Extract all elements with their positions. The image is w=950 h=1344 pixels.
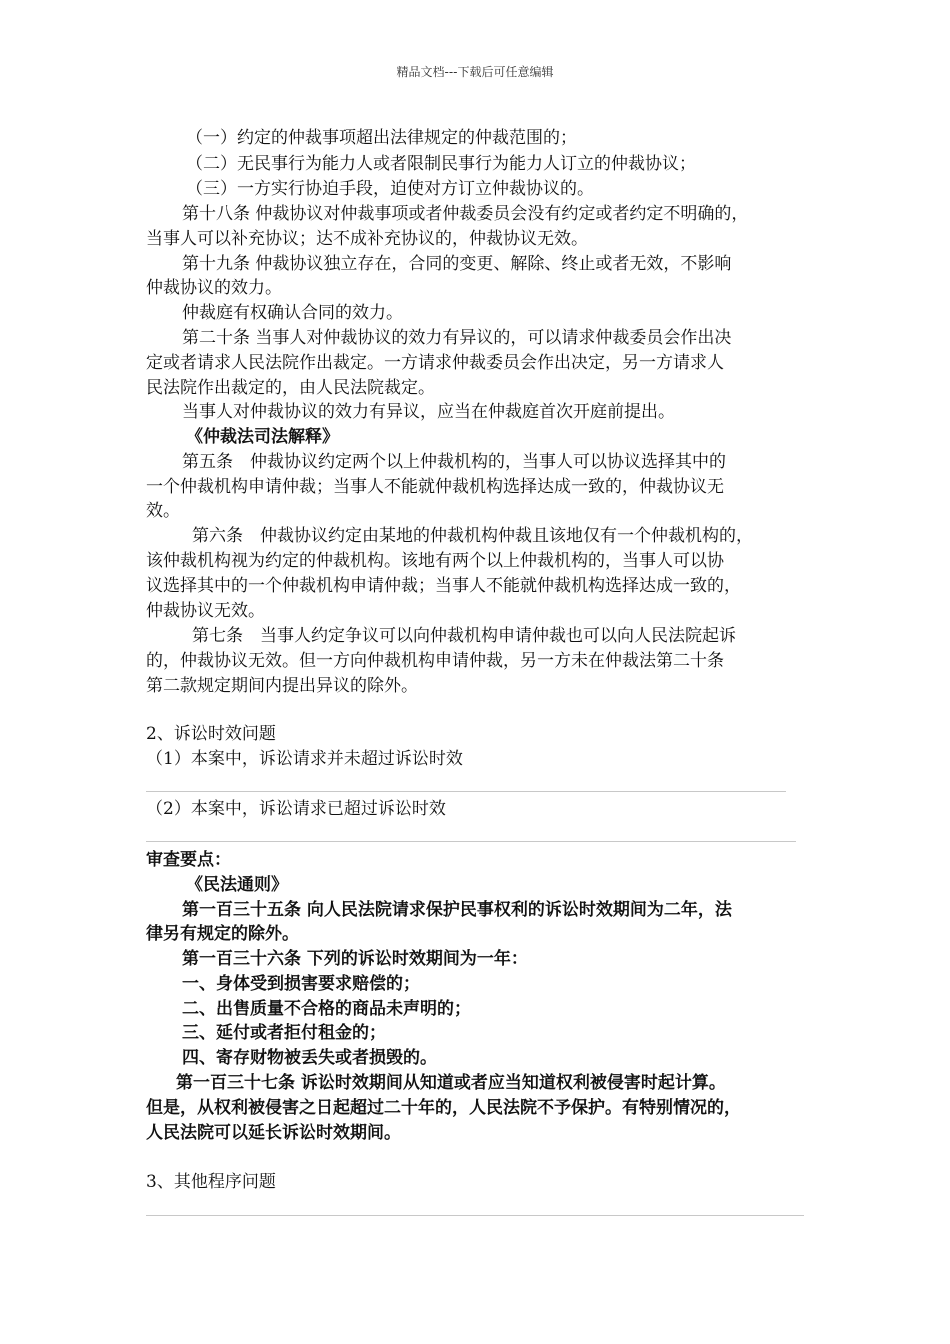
article-7-line-1: 第七条 当事人约定争议可以向仲裁机构申请仲裁也可以向人民法院起诉 bbox=[192, 626, 736, 646]
review-points-heading: 审查要点： bbox=[146, 850, 231, 870]
article-135-line-1: 第一百三十五条 向人民法院请求保护民事权利的诉讼时效期间为二年，法 bbox=[182, 900, 732, 920]
article-6-line-1: 第六条 仲裁协议约定由某地的仲裁机构仲裁且该地仅有一个仲裁机构的， bbox=[192, 526, 753, 546]
article-20-line-1: 第二十条 当事人对仲裁协议的效力有异议的，可以请求仲裁委员会作出决 bbox=[182, 328, 732, 348]
article-136-item-1: 一、身体受到损害要求赔偿的； bbox=[182, 974, 420, 994]
answer-line-1 bbox=[146, 791, 786, 792]
article-6-line-4: 仲裁协议无效。 bbox=[146, 601, 265, 621]
article-136-item-2: 二、出售质量不合格的商品未声明的； bbox=[182, 999, 471, 1019]
article-6-line-3: 议选择其中的一个仲裁机构申请仲裁；当事人不能就仲裁机构选择达成一致的， bbox=[146, 576, 741, 596]
civil-law-title: 《民法通则》 bbox=[186, 875, 288, 895]
article-137-line-1: 第一百三十七条 诉讼时效期间从知道或者应当知道权利被侵害时起计算。 bbox=[176, 1073, 726, 1093]
article-137-line-2: 但是，从权利被侵害之日起超过二十年的，人民法院不予保护。有特别情况的， bbox=[146, 1098, 741, 1118]
clause-item-2: （二）无民事行为能力人或者限制民事行为能力人订立的仲裁协议； bbox=[186, 154, 696, 174]
article-7-line-3: 第二款规定期间内提出异议的除外。 bbox=[146, 676, 418, 696]
article-137-line-3: 人民法院可以延长诉讼时效期间。 bbox=[146, 1123, 401, 1143]
article-136-heading: 第一百三十六条 下列的诉讼时效期间为一年： bbox=[182, 949, 528, 969]
article-18-line-2: 当事人可以补充协议；达不成补充协议的，仲裁协议无效。 bbox=[146, 229, 588, 249]
article-7-line-2: 的，仲裁协议无效。但一方向仲裁机构申请仲裁，另一方未在仲裁法第二十条 bbox=[146, 651, 724, 671]
answer-line-2 bbox=[146, 841, 796, 842]
tribunal-authority: 仲裁庭有权确认合同的效力。 bbox=[182, 303, 403, 323]
article-20-line-3: 民法院作出裁定的，由人民法院裁定。 bbox=[146, 378, 435, 398]
article-135-line-2: 律另有规定的除外。 bbox=[146, 924, 299, 944]
section-3-title: 3、其他程序问题 bbox=[146, 1172, 276, 1192]
clause-item-3: （三）一方实行协迫手段，迫使对方订立仲裁协议的。 bbox=[186, 179, 594, 199]
clause-item-1: （一）约定的仲裁事项超出法律规定的仲裁范围的； bbox=[186, 128, 577, 148]
page-header: 精品文档---下载后可任意编辑 bbox=[396, 65, 554, 79]
article-18-line-1: 第十八条 仲裁协议对仲裁事项或者仲裁委员会没有约定或者约定不明确的， bbox=[182, 204, 749, 224]
answer-line-3 bbox=[146, 1215, 804, 1216]
article-5-line-3: 效。 bbox=[146, 501, 180, 521]
article-5-line-2: 一个仲裁机构申请仲裁；当事人不能就仲裁机构选择达成一致的，仲裁协议无 bbox=[146, 477, 724, 497]
section-2-title: 2、诉讼时效问题 bbox=[146, 724, 276, 744]
article-5-line-1: 第五条 仲裁协议约定两个以上仲裁机构的，当事人可以协议选择其中的 bbox=[182, 452, 726, 472]
objection-timing: 当事人对仲裁协议的效力有异议，应当在仲裁庭首次开庭前提出。 bbox=[182, 402, 675, 422]
article-136-item-3: 三、延付或者拒付租金的； bbox=[182, 1023, 386, 1043]
judicial-interpretation-title: 《仲裁法司法解释》 bbox=[186, 427, 339, 447]
article-20-line-2: 定或者请求人民法院作出裁定。一方请求仲裁委员会作出决定，另一方请求人 bbox=[146, 353, 724, 373]
article-19-line-2: 仲裁协议的效力。 bbox=[146, 278, 282, 298]
article-136-item-4: 四、寄存财物被丢失或者损毁的。 bbox=[182, 1048, 437, 1068]
article-19-line-1: 第十九条 仲裁协议独立存在，合同的变更、解除、终止或者无效，不影响 bbox=[182, 254, 732, 274]
option-1: （1）本案中，诉讼请求并未超过诉讼时效 bbox=[146, 749, 463, 769]
option-2: （2）本案中，诉讼请求已超过诉讼时效 bbox=[146, 799, 446, 819]
article-6-line-2: 该仲裁机构视为约定的仲裁机构。该地有两个以上仲裁机构的，当事人可以协 bbox=[146, 551, 724, 571]
